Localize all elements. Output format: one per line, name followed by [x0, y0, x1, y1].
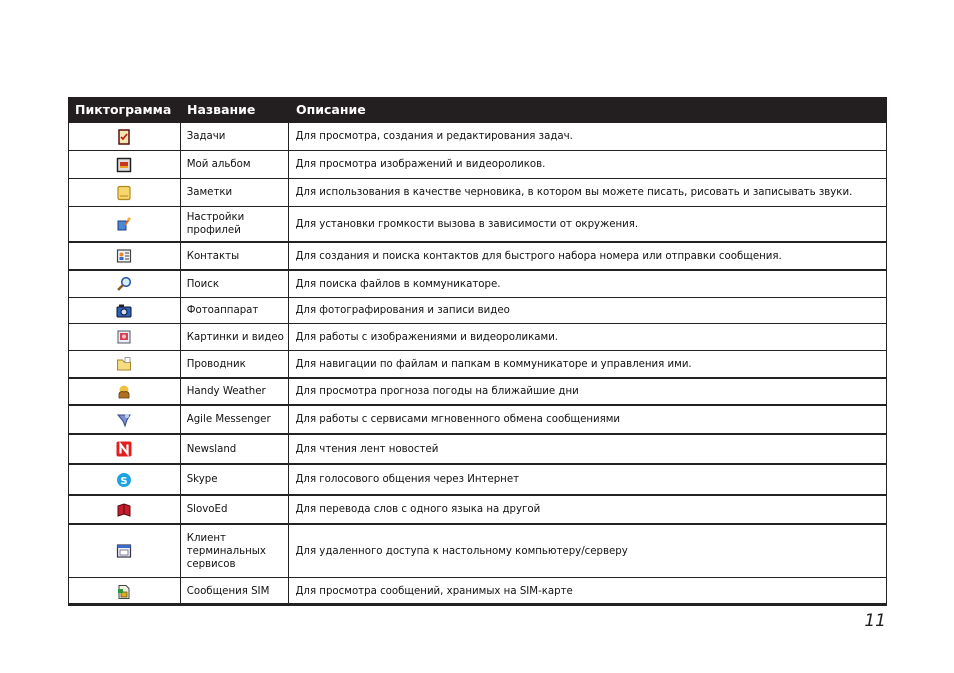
app-name: Настройки профилей — [181, 207, 290, 241]
app-description: Для использования в качестве черновика, в котором вы можете писать, рисовать и записывать звуки. — [295, 187, 853, 198]
table-row — [69, 298, 886, 324]
app-name: Картинки и видео — [181, 324, 290, 350]
messenger-icon — [116, 412, 132, 428]
table-row — [69, 435, 886, 465]
app-description: Для навигации по файлам и папкам в коммуникаторе и управления ими. — [295, 358, 692, 370]
app-description: Для просмотра прогноза погоды на ближайшие дни — [295, 386, 579, 397]
app-description: Для работы с сервисами мгновенного обмена сообщениями — [295, 414, 621, 425]
app-name: Задачи — [181, 123, 290, 150]
slovoed-icon — [116, 502, 132, 518]
table-row — [69, 271, 886, 298]
app-description: Для установки громкости вызова в зависимости от окружения. — [295, 218, 639, 230]
table-row — [69, 496, 886, 525]
search-icon — [116, 276, 132, 292]
skype-icon — [116, 472, 132, 488]
table-row — [69, 406, 886, 435]
terminal-services-icon — [116, 543, 132, 559]
app-name: Фотоаппарат — [181, 298, 290, 323]
weather-icon — [116, 384, 132, 400]
pictures-video-icon — [116, 329, 132, 345]
table-row — [69, 465, 886, 496]
newsland-icon — [116, 441, 132, 457]
app-name: Agile Messenger — [181, 406, 290, 433]
app-name: Skype — [181, 465, 290, 494]
notes-icon — [116, 185, 132, 201]
app-description: Для голосового общения через Интернет — [295, 474, 520, 485]
camera-icon — [116, 303, 132, 319]
sim-messages-icon — [116, 584, 132, 600]
header-name: Название — [187, 102, 256, 117]
table-row — [69, 243, 886, 271]
table-row — [69, 351, 886, 379]
svg-text:S: S — [120, 475, 128, 487]
app-description: Для просмотра изображений и видеороликов. — [295, 159, 546, 170]
app-description: Для фотографирования и записи видео — [295, 305, 510, 316]
app-description: Для поиска файлов в коммуникаторе. — [295, 278, 501, 290]
app-name: Проводник — [181, 351, 290, 377]
app-name: Контакты — [181, 243, 290, 269]
table-header — [68, 97, 887, 122]
app-description: Для чтения лент новостей — [295, 443, 439, 455]
profiles-icon — [116, 216, 132, 232]
app-name: Заметки — [181, 179, 290, 206]
app-description: Для создания и поиска контактов для быстрого набора номера или отправки сообщения. — [295, 250, 782, 262]
header-icon: Пиктограмма — [75, 102, 172, 117]
app-description: Для работы с изображениями и видеороликами. — [295, 331, 559, 343]
table-row — [69, 123, 886, 151]
table-row — [69, 525, 886, 578]
app-name: Handy Weather — [181, 379, 290, 404]
page-bottom-rule — [68, 603, 887, 605]
explorer-folder-icon — [116, 356, 132, 372]
table-row — [69, 324, 886, 351]
album-icon — [116, 157, 132, 173]
app-name: Клиент терминальных сервисов — [181, 525, 290, 577]
app-description: Для просмотра, создания и редактирования задач. — [295, 131, 573, 142]
app-description: Для просмотра сообщений, хранимых на SIM-карте — [295, 586, 573, 597]
page-number: 11 — [864, 611, 886, 631]
table-row — [69, 379, 886, 406]
table-row — [69, 151, 886, 179]
app-name: Мой альбом — [181, 151, 290, 178]
app-table — [68, 97, 887, 606]
app-description: Для перевода слов с одного языка на другой — [295, 504, 541, 515]
table-body — [68, 122, 887, 606]
header-description: Описание — [296, 102, 366, 117]
app-name: Newsland — [181, 435, 290, 463]
app-name: Поиск — [181, 271, 290, 297]
app-name: SlovoEd — [181, 496, 290, 523]
app-name: Сообщения SIM — [181, 578, 290, 605]
app-description: Для удаленного доступа к настольному компьютеру/серверу — [295, 545, 628, 557]
tasks-icon — [116, 129, 132, 145]
contacts-icon — [116, 248, 132, 264]
table-row — [69, 207, 886, 243]
table-row — [69, 578, 886, 606]
table-row — [69, 179, 886, 207]
